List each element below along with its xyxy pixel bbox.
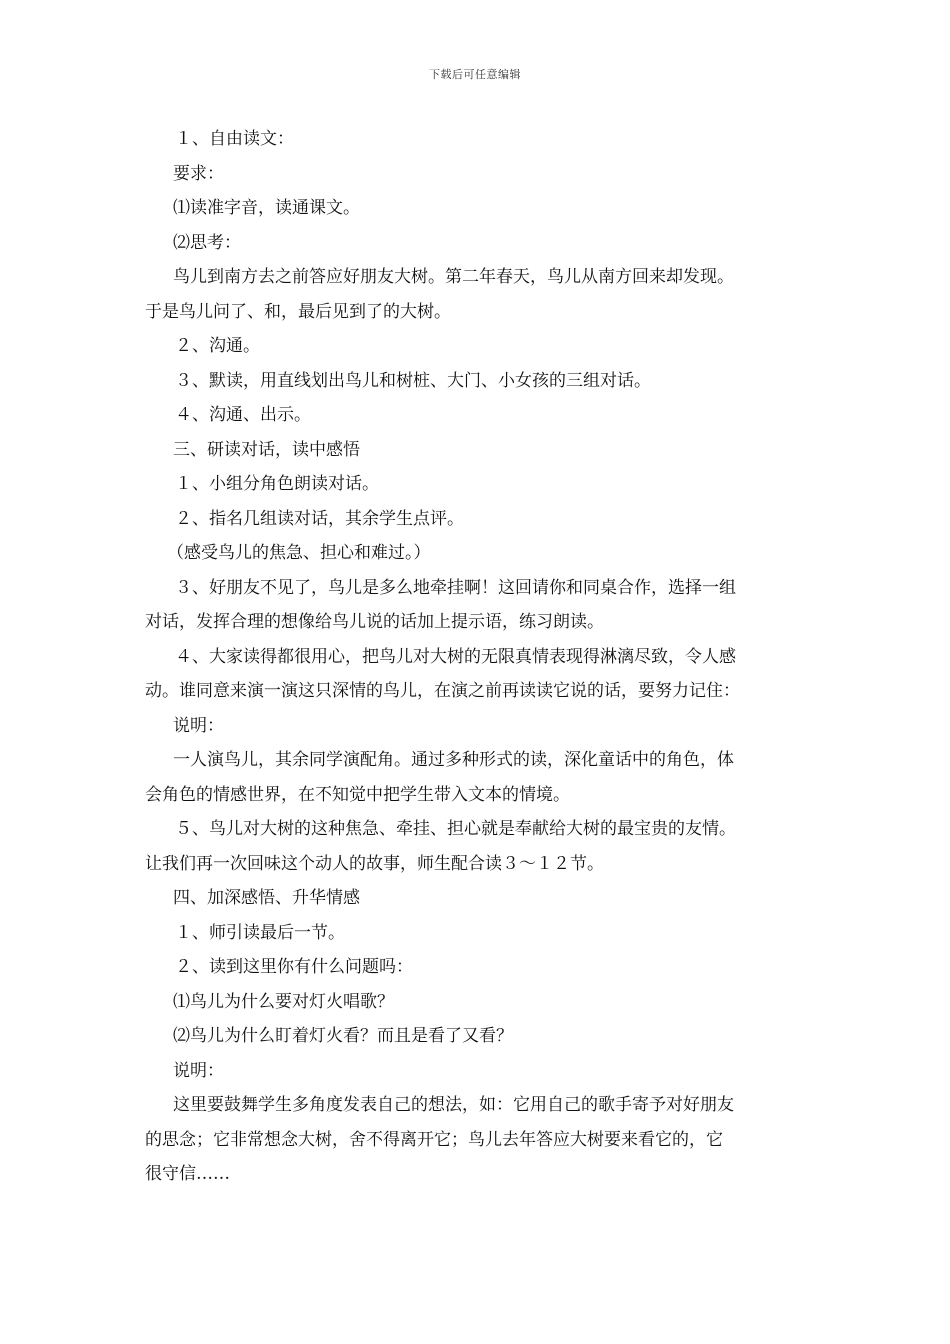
text-line: 于是鸟儿问了、和，最后见到了的大树。 bbox=[145, 301, 451, 322]
text-line: ⑵思考： bbox=[173, 232, 241, 253]
text-line: 的思念；它非常想念大树，舍不得离开它；鸟儿去年答应大树要来看它的，它 bbox=[145, 1129, 723, 1150]
text-line: ２、沟通。 bbox=[175, 336, 260, 356]
text-line: （感受鸟儿的焦急、担心和难过。） bbox=[167, 543, 431, 563]
text-line: 四、加深感悟、升华情感 bbox=[173, 888, 360, 908]
text-line: １、小组分角色朗读对话。 bbox=[175, 474, 379, 494]
text-line: ４、沟通、出示。 bbox=[175, 405, 311, 425]
text-line: ５、鸟儿对大树的这种焦急、牵挂、担心就是奉献给大树的最宝贵的友情。 bbox=[175, 819, 736, 839]
text-line: ⑴鸟儿为什么要对灯火唱歌？ bbox=[173, 991, 394, 1012]
text-line: 一人演鸟儿，其余同学演配角。通过多种形式的读，深化童话中的角色，体 bbox=[173, 750, 734, 770]
text-line: ⑵鸟儿为什么盯着灯火看？而且是看了又看？ bbox=[173, 1026, 513, 1046]
text-line: 对话，发挥合理的想像给鸟儿说的话加上提示语，练习朗读。 bbox=[145, 612, 604, 632]
text-line: ３、好朋友不见了，鸟儿是多么地牵挂啊！这回请你和同桌合作，选择一组 bbox=[175, 577, 736, 598]
text-line: 会角色的情感世界，在不知觉中把学生带入文本的情境。 bbox=[145, 784, 570, 805]
text-line: ⑴读准字音，读通课文。 bbox=[173, 198, 360, 218]
text-line: １、师引读最后一节。 bbox=[175, 922, 345, 943]
text-line: 说明： bbox=[173, 715, 224, 736]
text-line: 很守信…… bbox=[145, 1164, 230, 1184]
document-body bbox=[145, 122, 807, 1192]
text-line: 三、研读对话，读中感悟 bbox=[173, 439, 360, 460]
page-header: 下载后可任意编辑 bbox=[429, 68, 521, 81]
text-line: ２、读到这里你有什么问题吗： bbox=[175, 957, 413, 977]
text-line: 动。谁同意来演一演这只深情的鸟儿，在演之前再读读它说的话，要努力记住： bbox=[145, 681, 740, 701]
text-line: １、自由读文： bbox=[175, 129, 294, 149]
text-line: 要求： bbox=[173, 163, 224, 184]
text-line: 让我们再一次回味这个动人的故事，师生配合读３～１２节。 bbox=[145, 853, 604, 874]
text-line: ３、默读，用直线划出鸟儿和树桩、大门、小女孩的三组对话。 bbox=[175, 370, 651, 391]
text-line: ２、指名几组读对话，其余学生点评。 bbox=[175, 508, 464, 529]
text-line: 鸟儿到南方去之前答应好朋友大树。第二年春天，鸟儿从南方回来却发现。 bbox=[173, 267, 734, 287]
text-line: 说明： bbox=[173, 1060, 224, 1081]
text-line: 这里要鼓舞学生多角度发表自己的想法，如：它用自己的歌手寄予对好朋友 bbox=[173, 1095, 734, 1115]
text-line: ４、大家读得都很用心，把鸟儿对大树的无限真情表现得淋漓尽致，令人感 bbox=[175, 646, 736, 667]
